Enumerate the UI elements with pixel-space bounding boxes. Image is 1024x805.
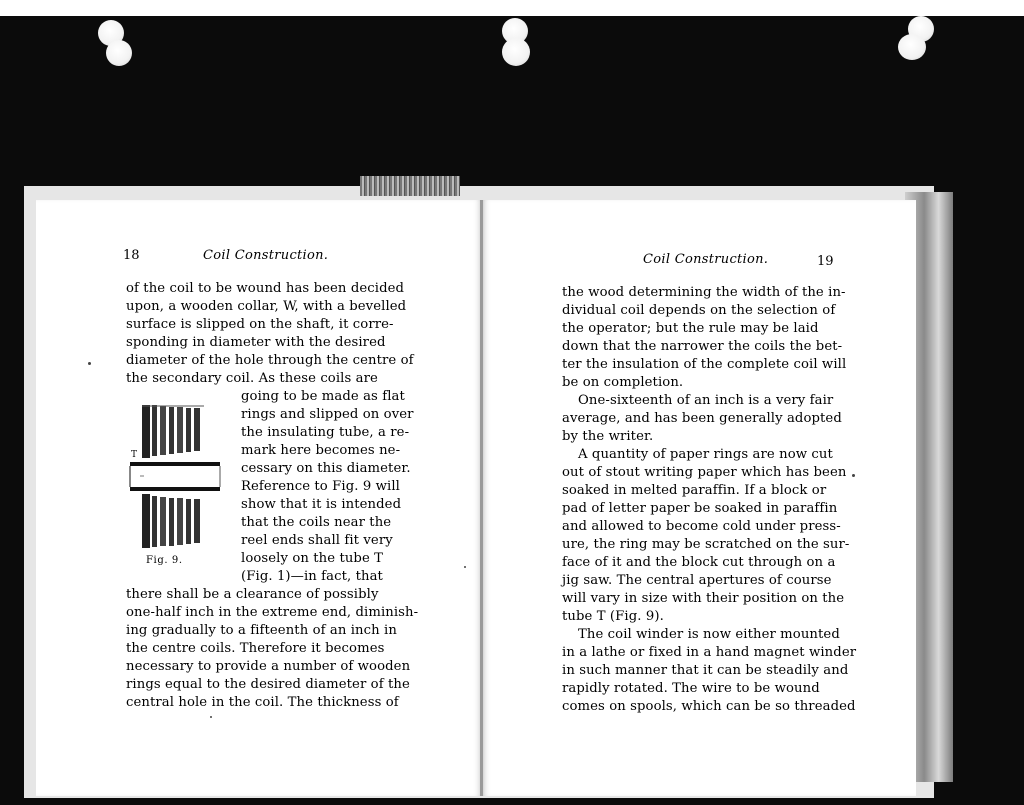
right-line: face of it and the block cut through on a (562, 555, 836, 570)
scan-speck (210, 716, 212, 718)
left-line: surface is slipped on the shaft, it corre- (126, 317, 394, 332)
left-line: rings equal to the desired diameter of the (126, 677, 410, 692)
right-line: rapidly rotated. The wire to be wound (562, 681, 820, 696)
right-line: dividual coil depends on the selection of (562, 303, 836, 318)
left-line: show that it is intended (241, 497, 402, 512)
scan-speck (852, 474, 855, 477)
right-line: pad of letter paper be soaked in paraffin (562, 501, 838, 516)
left-line: sponding in diameter with the desired (126, 335, 386, 350)
left-line: reel ends shall fit very (241, 533, 393, 548)
left-line: loosely on the tube T (241, 551, 384, 566)
right-line: comes on spools, which can be so threaded (562, 699, 856, 714)
right-line: down that the narrower the coils the bet- (562, 339, 843, 354)
figure-caption: Fig. 9. (146, 555, 183, 566)
top-margin (0, 0, 1024, 16)
scan-speck (464, 566, 466, 568)
left-line: the centre coils. Therefore it becomes (126, 641, 385, 656)
right-line: out of stout writing paper which has been (562, 465, 847, 480)
right-line: soaked in melted paraffin. If a block or (562, 483, 827, 498)
right-line: A quantity of paper rings are now cut (578, 447, 833, 462)
right-line: tube T (Fig. 9). (562, 609, 664, 624)
right-line: The coil winder is now either mounted (578, 627, 840, 642)
left-running-head: Coil Construction. (203, 248, 329, 263)
torn-paper-edge (360, 176, 460, 196)
left-line: the secondary coil. As these coils are (126, 371, 378, 386)
left-line: necessary to provide a number of wooden (126, 659, 411, 674)
left-line: of the coil to be wound has been decided (126, 281, 405, 296)
figure-label-t: T (131, 450, 138, 460)
right-line: ter the insulation of the complete coil will (562, 357, 847, 372)
left-line: Reference to Fig. 9 will (241, 479, 400, 494)
left-line: mark here becomes ne- (241, 443, 401, 458)
scan-speck (88, 362, 91, 365)
figure-9-coil-diagram (126, 401, 226, 551)
left-line: diameter of the hole through the centre of (126, 353, 414, 368)
left-line: (Fig. 1)—in fact, that (241, 569, 383, 584)
left-line: going to be made as flat (241, 389, 405, 404)
right-line: the operator; but the rule may be laid (562, 321, 819, 336)
right-line: in a lathe or fixed in a hand magnet winder (562, 645, 857, 660)
left-line: there shall be a clearance of possibly (126, 587, 379, 602)
right-line: will vary in size with their position on the (562, 591, 845, 606)
right-line: ure, the ring may be scratched on the sur- (562, 537, 850, 552)
left-line: one-half inch in the extreme end, diminish- (126, 605, 419, 620)
left-line: that the coils near the (241, 515, 392, 530)
left-page-number: 18 (123, 248, 140, 263)
left-line: rings and slipped on over (241, 407, 414, 422)
left-line: upon, a wooden collar, W, with a bevelled (126, 299, 407, 314)
right-running-head: Coil Construction. (643, 252, 769, 267)
right-page-number: 19 (817, 254, 834, 269)
left-line: the insulating tube, a re- (241, 425, 410, 440)
left-line: ing gradually to a fifteenth of an inch in (126, 623, 397, 638)
right-line: in such manner that it can be steadily and (562, 663, 849, 678)
right-line: jig saw. The central apertures of course (562, 573, 832, 588)
right-line: average, and has been generally adopted (562, 411, 842, 426)
right-line: by the writer. (562, 429, 654, 444)
right-line: be on completion. (562, 375, 684, 390)
book-gutter (480, 200, 483, 796)
right-line: the wood determining the width of the in- (562, 285, 846, 300)
right-line: One-sixteenth of an inch is a very fair (578, 393, 834, 408)
left-line: central hole in the coil. The thickness of (126, 695, 399, 710)
left-line: cessary on this diameter. (241, 461, 411, 476)
right-line: and allowed to become cold under press- (562, 519, 841, 534)
